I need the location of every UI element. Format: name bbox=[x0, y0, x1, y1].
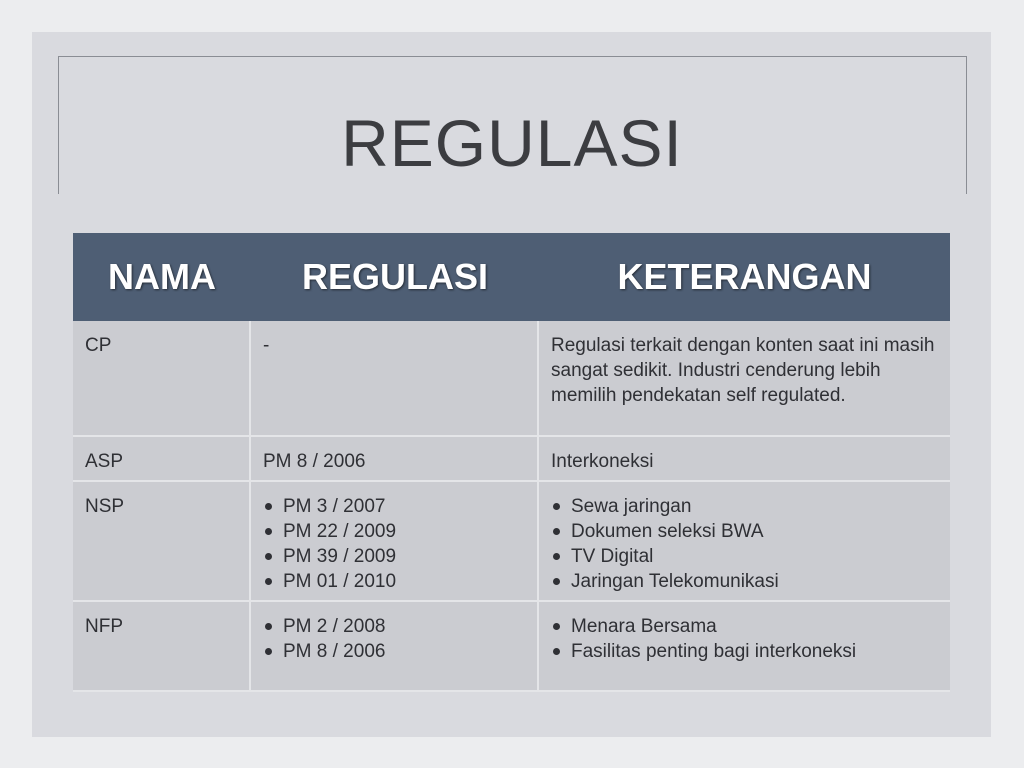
list-item: TV Digital bbox=[551, 544, 940, 569]
cell-nama: ASP bbox=[73, 437, 251, 482]
list-item: PM 39 / 2009 bbox=[263, 544, 527, 569]
regulasi-list bbox=[263, 614, 527, 664]
regulasi-list bbox=[263, 494, 527, 594]
header-keterangan: KETERANGAN bbox=[539, 233, 950, 321]
list-item: Dokumen seleksi BWA bbox=[551, 519, 940, 544]
slide-title: REGULASI bbox=[341, 106, 683, 180]
cell-regulasi: PM 8 / 2006 bbox=[251, 437, 539, 482]
cell-regulasi bbox=[251, 482, 539, 602]
list-item: PM 8 / 2006 bbox=[263, 639, 527, 664]
header-regulasi: REGULASI bbox=[251, 233, 539, 321]
list-item: Sewa jaringan bbox=[551, 494, 940, 519]
keterangan-list bbox=[551, 614, 940, 664]
cell-nama: NSP bbox=[73, 482, 251, 602]
list-item: PM 2 / 2008 bbox=[263, 614, 527, 639]
cell-keterangan bbox=[539, 602, 950, 692]
cell-keterangan bbox=[539, 482, 950, 602]
header-nama: NAMA bbox=[73, 233, 251, 321]
list-item: Menara Bersama bbox=[551, 614, 940, 639]
list-item: PM 22 / 2009 bbox=[263, 519, 527, 544]
list-item: PM 3 / 2007 bbox=[263, 494, 527, 519]
list-item: Jaringan Telekomunikasi bbox=[551, 569, 940, 594]
cell-keterangan: Interkoneksi bbox=[539, 437, 950, 482]
regulation-table bbox=[73, 233, 950, 692]
list-item: Fasilitas penting bagi interkoneksi bbox=[551, 639, 940, 664]
cell-keterangan: Regulasi terkait dengan konten saat ini masih sangat sedikit. Industri cenderung lebih memilih pendekatan self regulated. bbox=[539, 321, 950, 437]
list-item: PM 01 / 2010 bbox=[263, 569, 527, 594]
keterangan-list bbox=[551, 494, 940, 594]
cell-nama: CP bbox=[73, 321, 251, 437]
cell-regulasi: - bbox=[251, 321, 539, 437]
cell-nama: NFP bbox=[73, 602, 251, 692]
cell-regulasi bbox=[251, 602, 539, 692]
